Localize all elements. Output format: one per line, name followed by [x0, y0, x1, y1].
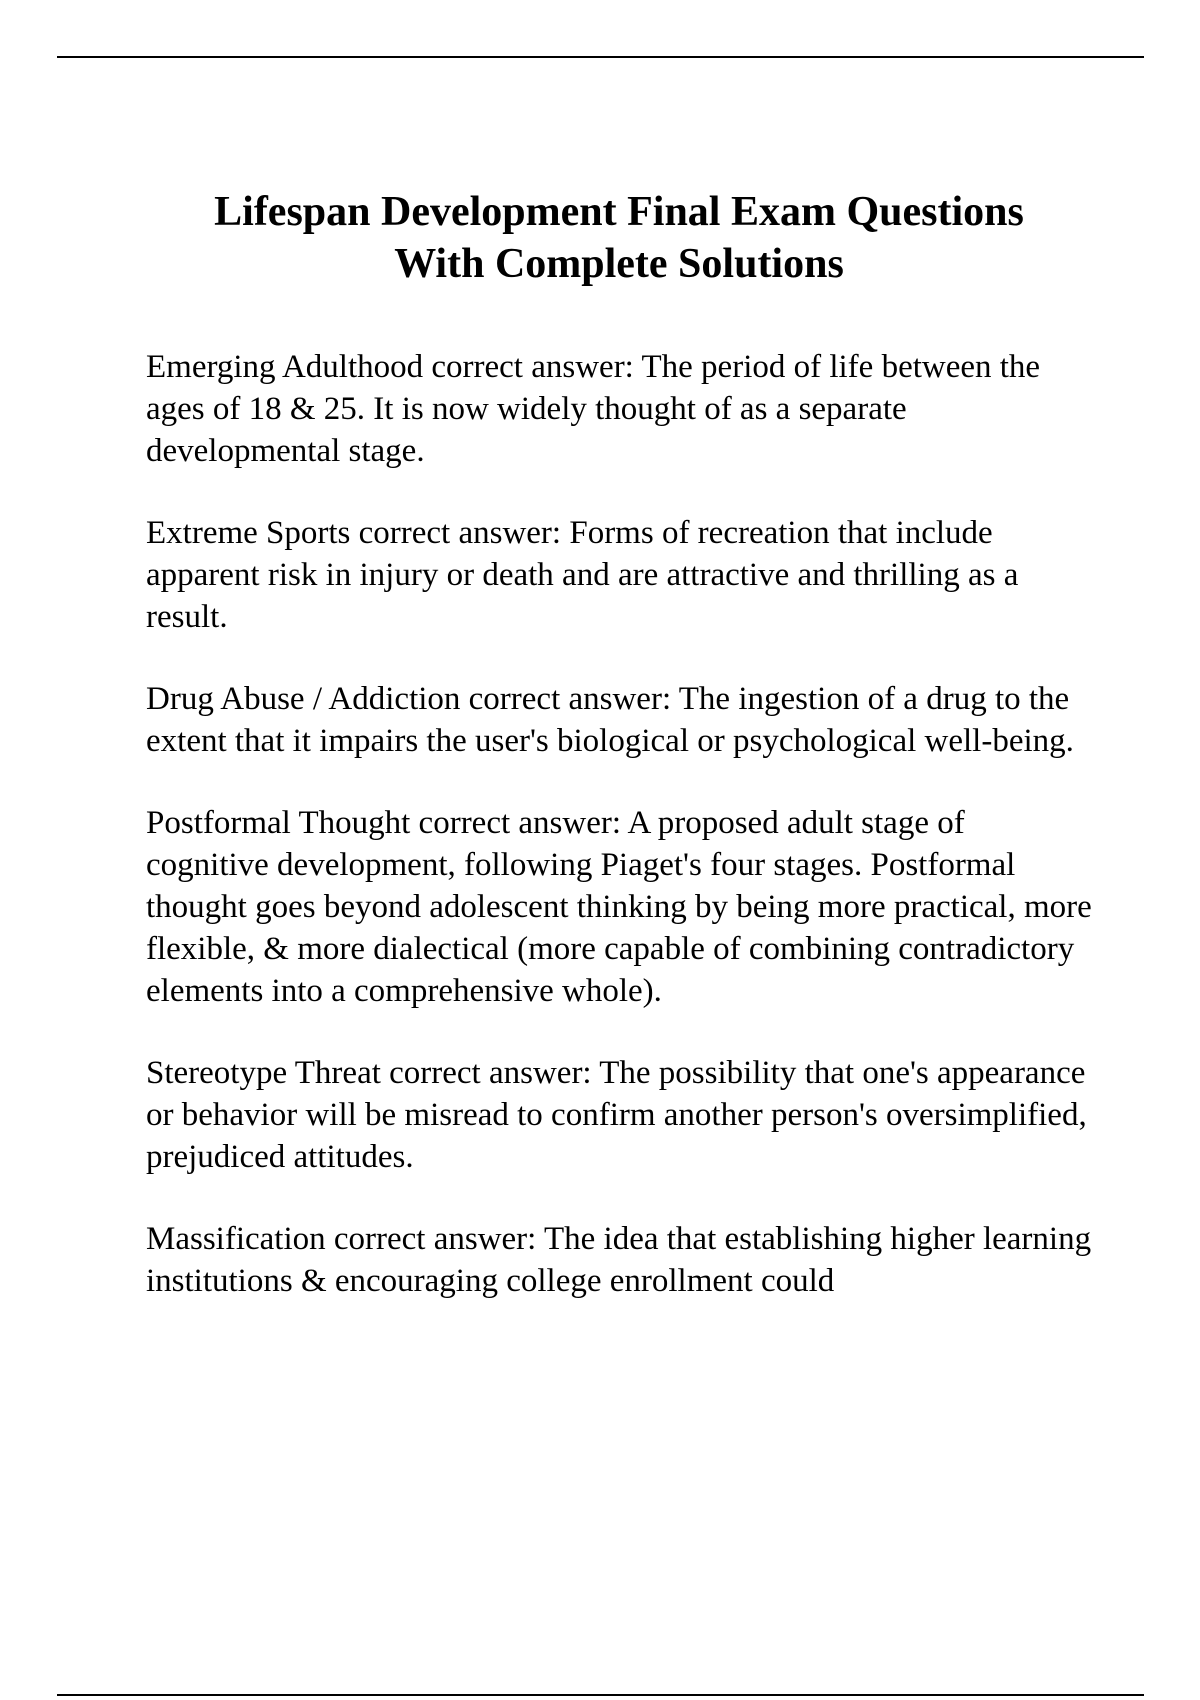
entry-emerging-adulthood: Emerging Adulthood correct answer: The period of life between the ages of 18 & 25. It is now widely thought of as a separate developmental stage. [146, 349, 1041, 469]
title-line-1: Lifespan Development Final Exam Questions [214, 189, 1024, 235]
document-title [146, 186, 1092, 290]
title-line-2: With Complete Solutions [394, 241, 844, 287]
entry-massification: Massification correct answer: The idea that establishing higher learning institutions & encouraging college enrollment could [146, 1221, 1092, 1299]
entry-drug-abuse: Drug Abuse / Addiction correct answer: The ingestion of a drug to the extent that it impairs the user's biological or psychological well-being. [146, 681, 1074, 759]
entry-stereotype-threat: Stereotype Threat correct answer: The possibility that one's appearance or behavior will be misread to confirm another person's oversimplified, prejudiced attitudes. [146, 1055, 1087, 1175]
entry-list [146, 346, 1092, 1302]
entry-postformal-thought: Postformal Thought correct answer: A proposed adult stage of cognitive development, following Piaget's four stages. Postformal thought goes beyond adolescent thinking by being more practical, more flexible, & more dialectical (more capable of combining contradictory elements into a comprehensive whole). [146, 805, 1092, 1009]
header-rule [57, 56, 1144, 58]
document-page [146, 186, 1092, 1342]
footer-rule [57, 1694, 1144, 1696]
entry-extreme-sports: Extreme Sports correct answer: Forms of recreation that include apparent risk in injury or death and are attractive and thrilling as a result. [146, 515, 1019, 635]
